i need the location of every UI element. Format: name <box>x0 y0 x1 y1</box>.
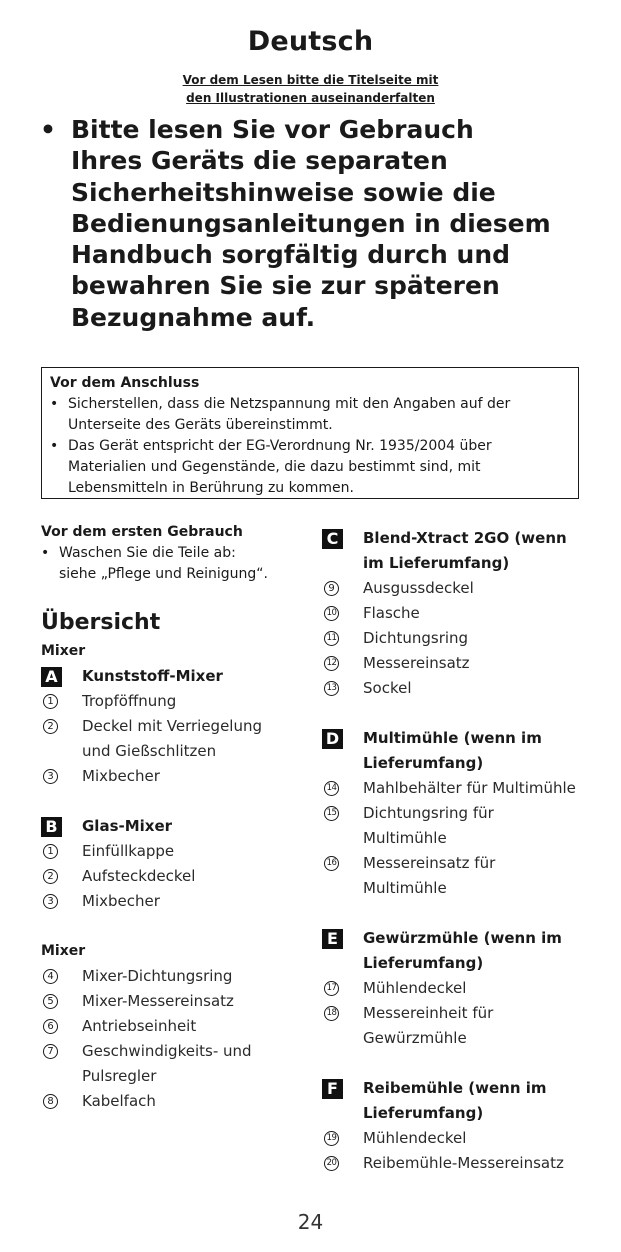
part-label: Mühlendeckel <box>363 979 467 997</box>
part-number: 2 <box>43 869 58 884</box>
section-b-title <box>41 814 311 839</box>
part-item <box>322 776 592 801</box>
part-label: Deckel mit Verriegelung <box>82 717 263 735</box>
section-letter-badge: C <box>322 529 343 549</box>
part-item <box>41 964 311 989</box>
list-item-line: Materialien und Gegenstände, die dazu bestimmt sind, mit <box>68 459 481 475</box>
section-e-title <box>322 926 592 951</box>
part-label: Mixer-Dichtungsring <box>82 967 233 985</box>
section-letter-badge: B <box>41 817 62 837</box>
part-number: 6 <box>43 1019 58 1034</box>
part-item-continued <box>322 826 592 851</box>
part-number: 1 <box>43 844 58 859</box>
part-item-continued <box>322 1026 592 1051</box>
part-label: Gewürzmühle <box>363 1029 467 1047</box>
part-label: Mixbecher <box>82 892 160 910</box>
part-label: Antriebseinheit <box>82 1017 197 1035</box>
part-label: Kabelfach <box>82 1092 156 1110</box>
overview-heading: Übersicht <box>41 610 161 635</box>
section-letter-badge: F <box>322 1079 343 1099</box>
part-item <box>41 839 311 864</box>
section-letter-badge: E <box>322 929 343 949</box>
part-item <box>322 1151 592 1176</box>
section-title: Lieferumfang) <box>363 1104 484 1122</box>
intro-line: Sicherheitshinweise sowie die <box>71 177 496 207</box>
part-item <box>322 801 592 826</box>
section-title: Blend-Xtract 2GO (wenn <box>363 529 567 547</box>
intro-text <box>71 114 601 333</box>
bullet-icon: • <box>50 396 59 412</box>
part-number: 13 <box>324 681 339 696</box>
page-title: Deutsch <box>247 26 374 57</box>
part-number: 9 <box>324 581 339 596</box>
connection-list <box>50 394 570 499</box>
list-item <box>50 436 570 499</box>
part-label: Pulsregler <box>82 1067 157 1085</box>
part-number: 10 <box>324 606 339 621</box>
part-item <box>41 1014 311 1039</box>
bullet-icon: • <box>41 545 50 561</box>
part-item <box>322 851 592 876</box>
section-title-continued <box>322 751 592 776</box>
list-item-line: Lebensmitteln in Berührung zu kommen. <box>68 480 354 496</box>
part-label: Sockel <box>363 679 412 697</box>
part-item-continued <box>41 1064 311 1089</box>
part-number: 2 <box>43 719 58 734</box>
connection-box <box>41 367 579 499</box>
part-label: Messereinsatz <box>363 654 470 672</box>
part-label: Flasche <box>363 604 420 622</box>
part-number: 18 <box>324 1006 339 1021</box>
bullet-icon: • <box>40 115 56 144</box>
section-title: Gewürzmühle (wenn im <box>363 929 562 947</box>
intro-line: Bedienungsanleitungen in diesem <box>71 208 551 238</box>
section-c-title <box>322 526 592 551</box>
part-item <box>322 1001 592 1026</box>
part-number: 17 <box>324 981 339 996</box>
subtitle-line-1: Vor dem Lesen bitte die Titelseite mit <box>182 73 439 87</box>
section-letter-badge: A <box>41 667 62 687</box>
section-title-continued <box>322 951 592 976</box>
section-title: Kunststoff-Mixer <box>82 667 223 685</box>
section-title: Reibemühle (wenn im <box>363 1079 547 1097</box>
list-item <box>50 394 570 436</box>
section-title: Glas-Mixer <box>82 817 173 835</box>
part-label: Mahlbehälter für Multimühle <box>363 779 576 797</box>
part-label: Reibemühle-Messereinsatz <box>363 1154 564 1172</box>
first-use-heading: Vor dem ersten Gebrauch <box>41 524 243 540</box>
section-a-title <box>41 664 311 689</box>
part-item <box>322 676 592 701</box>
list-item-line: Sicherstellen, dass die Netzspannung mit den Angaben auf der <box>68 396 511 412</box>
first-use-section <box>41 522 311 585</box>
mixer-label: Mixer <box>41 943 86 959</box>
part-item <box>322 976 592 1001</box>
part-item <box>322 1126 592 1151</box>
part-item <box>41 864 311 889</box>
list-item-line: Das Gerät entspricht der EG-Verordnung Nr. 1935/2004 über <box>68 438 492 454</box>
part-label: Multimühle <box>363 829 447 847</box>
page-number: 24 <box>297 1210 324 1234</box>
part-label: Messereinsatz für <box>363 854 496 872</box>
part-number: 14 <box>324 781 339 796</box>
intro-line: Bezugnahme auf. <box>71 302 316 332</box>
part-number: 1 <box>43 694 58 709</box>
part-label: Geschwindigkeits- und <box>82 1042 252 1060</box>
part-label: Mixbecher <box>82 767 160 785</box>
part-number: 16 <box>324 856 339 871</box>
part-number: 3 <box>43 894 58 909</box>
intro-line: Bitte lesen Sie vor Gebrauch <box>71 115 474 144</box>
part-label: Aufsteckdeckel <box>82 867 196 885</box>
list-item-line: Waschen Sie die Teile ab: <box>59 545 236 561</box>
section-f-title <box>322 1076 592 1101</box>
right-column <box>322 526 592 1176</box>
section-title: im Lieferumfang) <box>363 554 510 572</box>
part-number: 7 <box>43 1044 58 1059</box>
connection-heading: Vor dem Anschluss <box>50 375 200 391</box>
list-item-line: siehe „Pflege und Reinigung“. <box>59 566 268 582</box>
part-item <box>41 1039 311 1064</box>
subtitle-line-2: den Illustrationen auseinanderfalten <box>186 91 435 105</box>
part-label: Mixer-Messereinsatz <box>82 992 234 1010</box>
part-item <box>41 889 311 914</box>
bullet-icon: • <box>50 438 59 454</box>
left-column <box>41 522 311 1114</box>
part-label: Einfüllkappe <box>82 842 175 860</box>
list-item <box>41 543 311 585</box>
part-item <box>322 576 592 601</box>
section-title: Multimühle (wenn im <box>363 729 542 747</box>
section-title: Lieferumfang) <box>363 754 484 772</box>
section-title: Lieferumfang) <box>363 954 484 972</box>
part-item <box>41 714 311 739</box>
list-item-line: Unterseite des Geräts übereinstimmt. <box>68 417 333 433</box>
part-item <box>322 601 592 626</box>
part-number: 15 <box>324 806 339 821</box>
part-item <box>41 989 311 1014</box>
part-item-continued <box>41 739 311 764</box>
section-title-continued <box>322 551 592 576</box>
part-item-continued <box>322 876 592 901</box>
part-number: 19 <box>324 1131 339 1146</box>
part-item <box>41 764 311 789</box>
part-item <box>41 1089 311 1114</box>
intro-line: Handbuch sorgfältig durch und <box>71 240 511 270</box>
part-label: Tropföffnung <box>82 692 177 710</box>
section-title-continued <box>322 1101 592 1126</box>
part-item <box>322 651 592 676</box>
part-number: 20 <box>324 1156 339 1171</box>
part-label: Ausgussdeckel <box>363 579 474 597</box>
part-number: 8 <box>43 1094 58 1109</box>
part-item <box>322 626 592 651</box>
part-number: 4 <box>43 969 58 984</box>
part-number: 3 <box>43 769 58 784</box>
part-label: Mühlendeckel <box>363 1129 467 1147</box>
part-number: 5 <box>43 994 58 1009</box>
subtitle <box>0 71 621 107</box>
first-use-list <box>41 543 311 585</box>
part-item <box>41 689 311 714</box>
mixer-label: Mixer <box>41 643 86 659</box>
section-d-title <box>322 726 592 751</box>
part-label: Dichtungsring <box>363 629 469 647</box>
part-number: 11 <box>324 631 339 646</box>
part-label: Messereinheit für <box>363 1004 494 1022</box>
intro-line: bewahren Sie sie zur späteren <box>71 271 500 301</box>
part-label: und Gießschlitzen <box>82 742 217 760</box>
part-label: Dichtungsring für <box>363 804 494 822</box>
part-number: 12 <box>324 656 339 671</box>
intro-line: Ihres Geräts die separaten <box>71 146 448 176</box>
part-label: Multimühle <box>363 879 447 897</box>
section-letter-badge: D <box>322 729 343 749</box>
